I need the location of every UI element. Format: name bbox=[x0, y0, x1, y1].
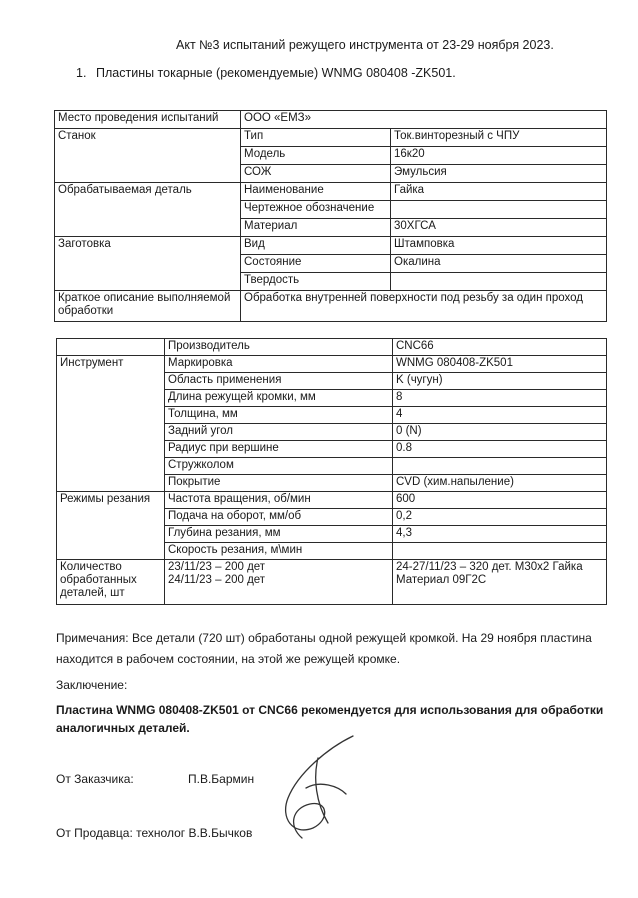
cell-label: Толщина, мм bbox=[165, 407, 393, 424]
cell-label: Подача на оборот, мм/об bbox=[165, 509, 393, 526]
maker-value: CNC66 bbox=[393, 339, 607, 356]
cell-value bbox=[391, 273, 607, 291]
handwritten-signature bbox=[258, 728, 368, 848]
cell-value: Окалина bbox=[391, 255, 607, 273]
customer-name: П.В.Бармин bbox=[188, 772, 255, 786]
cell-label: Наименование bbox=[241, 183, 391, 201]
cell-value bbox=[393, 458, 607, 475]
count-date-line: 24/11/23 – 200 дет bbox=[168, 574, 266, 586]
count-date-line: 23/11/23 – 200 дет bbox=[168, 561, 266, 573]
cell-value: Гайка bbox=[391, 183, 607, 201]
part-label: Обрабатываемая деталь bbox=[55, 183, 241, 237]
cell-label: Длина режущей кромки, мм bbox=[165, 390, 393, 407]
cell-label: Материал bbox=[241, 219, 391, 237]
cell-label: Чертежное обозначение bbox=[241, 201, 391, 219]
seller-line: От Продавца: технолог В.В.Бычков bbox=[56, 826, 253, 840]
remark-text: Примечания: Все детали (720 шт) обработаны одной режущей кромкой. На 29 ноября пластина находится в рабочем состоянии, на этой же режущей кромке. bbox=[56, 631, 592, 666]
cell-value: 0 (N) bbox=[393, 424, 607, 441]
list-item-number: 1. bbox=[76, 66, 87, 80]
description-value: Обработка внутренней поверхности под резьбу за один проход bbox=[241, 291, 607, 322]
machine-label: Станок bbox=[55, 129, 241, 183]
document-title: Акт №3 испытаний режущего инструмента от 23-29 ноября 2023. bbox=[176, 38, 554, 52]
cell-label: Состояние bbox=[241, 255, 391, 273]
list-item-text: Пластины токарные (рекомендуемые) WNMG 080408 -ZK501. bbox=[96, 66, 456, 80]
modes-label: Режимы резания bbox=[57, 492, 165, 560]
cell-label: Частота вращения, об/мин bbox=[165, 492, 393, 509]
cell-value: WNMG 080408-ZK501 bbox=[393, 356, 607, 373]
tool-parameters-table bbox=[56, 338, 607, 605]
cell-value bbox=[391, 201, 607, 219]
cell-value: 30ХГСА bbox=[391, 219, 607, 237]
cell-label: Радиус при вершине bbox=[165, 441, 393, 458]
conclusion-text: Пластина WNMG 080408-ZK501 от CNC66 рекомендуется для использования для обработки аналогичных деталей. bbox=[56, 703, 604, 735]
cell-value: K (чугун) bbox=[393, 373, 607, 390]
cell-value: CVD (хим.напыление) bbox=[393, 475, 607, 492]
cell-value: 8 bbox=[393, 390, 607, 407]
cell-label: Задний угол bbox=[165, 424, 393, 441]
conclusion-label: Заключение: bbox=[56, 678, 128, 692]
cell-value: Штамповка bbox=[391, 237, 607, 255]
cell-value: 4 bbox=[393, 407, 607, 424]
cell-value: 0.8 bbox=[393, 441, 607, 458]
cell-value bbox=[393, 543, 607, 560]
cell-label: Твердость bbox=[241, 273, 391, 291]
cell-label: Маркировка bbox=[165, 356, 393, 373]
cell-label: Глубина резания, мм bbox=[165, 526, 393, 543]
place-value: ООО «ЕМЗ» bbox=[241, 111, 607, 129]
cell-label: Вид bbox=[241, 237, 391, 255]
cell-value: 16к20 bbox=[391, 147, 607, 165]
list-item-heading bbox=[76, 66, 456, 80]
cell-value: 600 bbox=[393, 492, 607, 509]
test-conditions-table bbox=[54, 110, 607, 322]
maker-label: Производитель bbox=[165, 339, 393, 356]
cell-value: 0,2 bbox=[393, 509, 607, 526]
empty-cell bbox=[57, 339, 165, 356]
cell-label: Стружколом bbox=[165, 458, 393, 475]
cell-label: Модель bbox=[241, 147, 391, 165]
cell-value: Ток.винторезный с ЧПУ bbox=[391, 129, 607, 147]
cell-label: Область применения bbox=[165, 373, 393, 390]
count-dates bbox=[165, 560, 393, 605]
cell-value: Эмульсия bbox=[391, 165, 607, 183]
cell-label: Тип bbox=[241, 129, 391, 147]
count-label: Количество обработанных деталей, шт bbox=[57, 560, 165, 605]
cell-label: Покрытие bbox=[165, 475, 393, 492]
cell-value: 4,3 bbox=[393, 526, 607, 543]
description-label: Краткое описание выполняемой обработки bbox=[55, 291, 241, 322]
cell-label: СОЖ bbox=[241, 165, 391, 183]
tool-label: Инструмент bbox=[57, 356, 165, 492]
customer-label: От Заказчика: bbox=[56, 772, 134, 786]
count-extra: 24-27/11/23 – 320 дет. М30х2 Гайка Материал 09Г2С bbox=[393, 560, 607, 605]
place-label: Место проведения испытаний bbox=[55, 111, 241, 129]
blank-label: Заготовка bbox=[55, 237, 241, 291]
cell-label: Скорость резания, м\мин bbox=[165, 543, 393, 560]
